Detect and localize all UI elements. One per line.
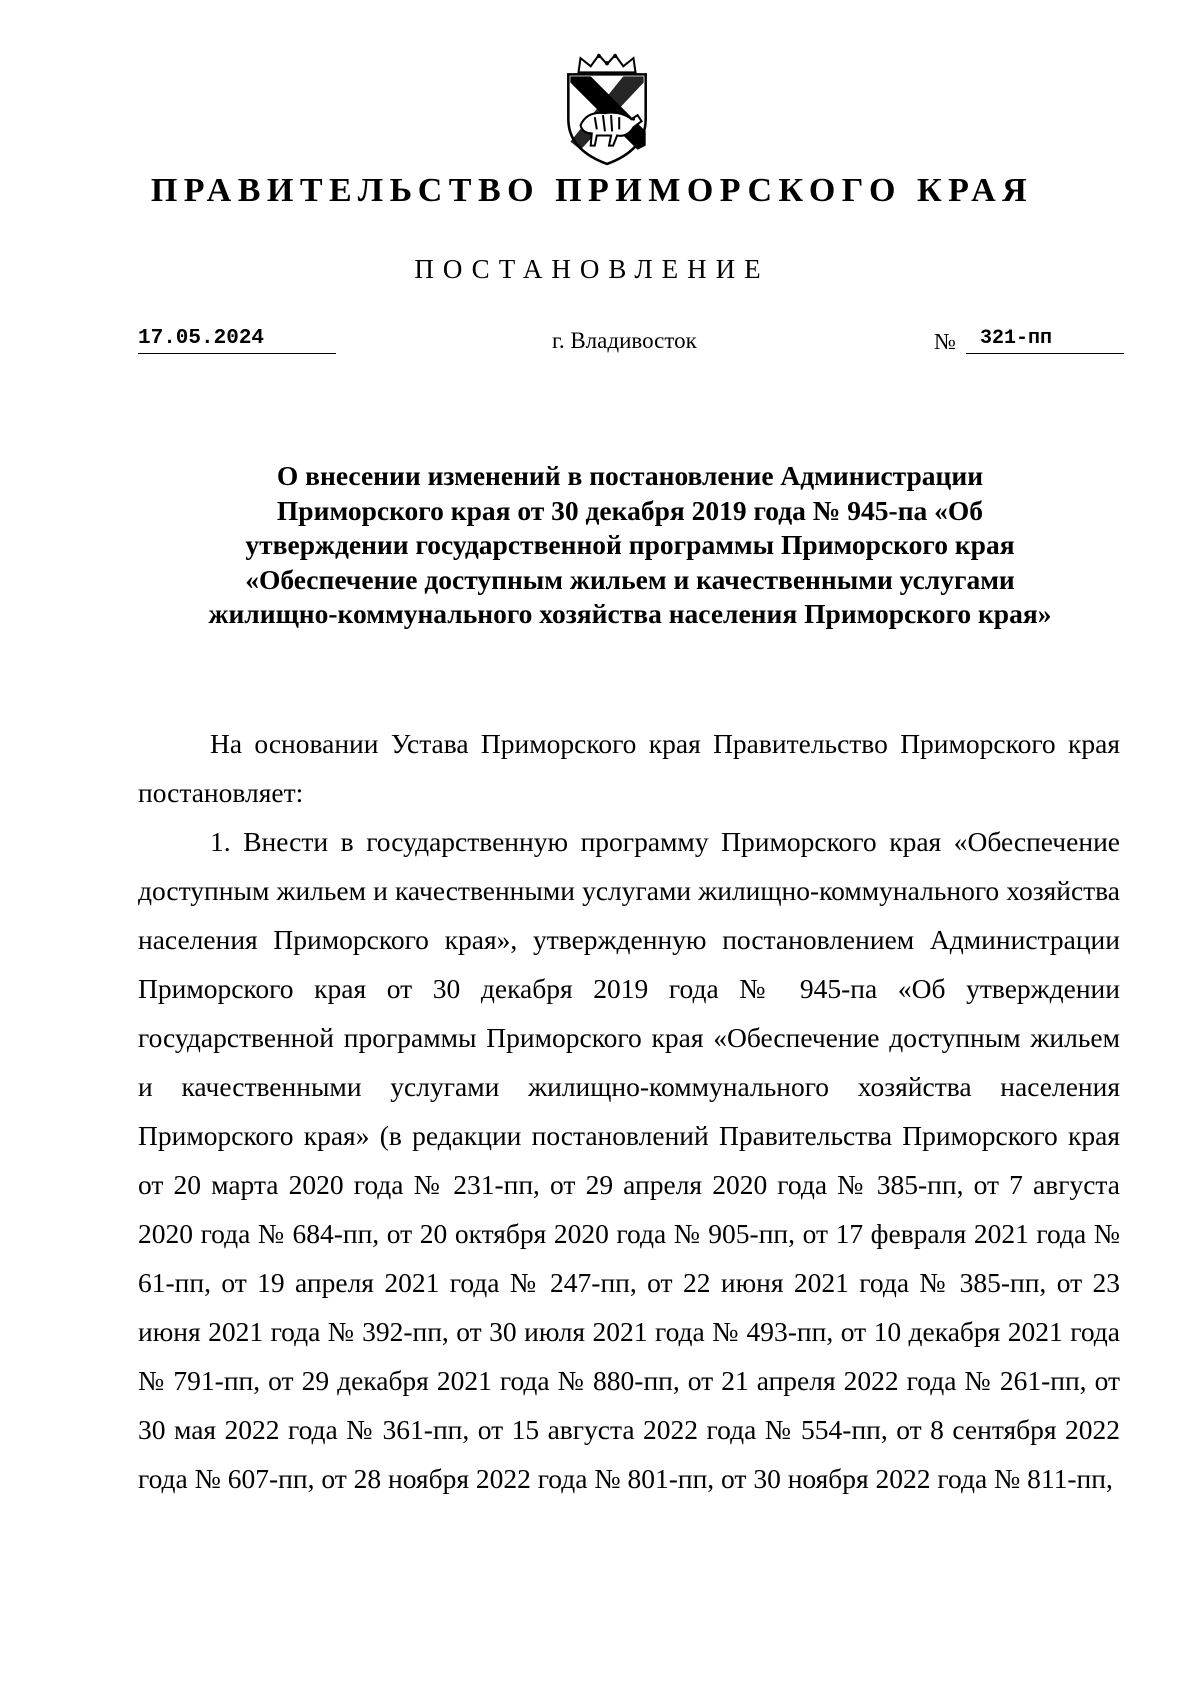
document-city: г. Владивосток — [552, 328, 697, 353]
government-title: ПРАВИТЕЛЬСТВО ПРИМОРСКОГО КРАЯ — [150, 172, 1034, 209]
document-body — [138, 719, 1120, 1503]
body-paragraph-item-1: 1. Внести в государственную программу Приморского края «Обеспечение доступным жильем и качественными услугами жилищно-коммунального хозяйства населения Приморского края», утвержденную постановлением Администрации Приморского края от 30 декабря 2019 года № 945-па «Об утверждении государственной программы Приморского края «Обеспечение доступным жильем и качественными услугами жилищно-коммунального хозяйства населения Приморского края» (в редакции постановлений Правительства Приморского края от 20 марта 2020 года № 231-пп, от 29 апреля 2020 года № 385-пп, от 7 августа 2020 года № 684-пп, от 20 октября 2020 года № 905-пп, от 17 февраля 2021 года № 61-пп, от 19 апреля 2021 года № 247-пп, от 22 июня 2021 года № 385-пп, от 23 июня 2021 года № 392-пп, от 30 июля 2021 года № 493-пп, от 10 декабря 2021 года № 791-пп, от 29 декабря 2021 года № 880-пп, от 21 апреля 2022 года № 261-пп, от 30 мая 2022 года № 361-пп, от 15 августа 2022 года № 554-пп, от 8 сентября 2022 года № 607-пп, от 28 ноября 2022 года № 801-пп, от 30 ноября 2022 года № 811-пп, — [138, 826, 1120, 1494]
document-number — [934, 327, 1124, 354]
document-subject: О внесении изменений в постановление Администрации Приморского края от 30 декабря 2019 года № 945-па «Об утверждении государственной программы Приморского края «Обеспечение доступным жильем и качественными услугами жилищно-коммунального хозяйства населения Приморского края» — [208, 460, 1052, 629]
coat-of-arms-icon — [556, 52, 658, 166]
number-value: 321-пп — [966, 327, 1124, 354]
document-type: ПОСТАНОВЛЕНИЕ — [414, 254, 770, 284]
number-label: № — [934, 329, 956, 354]
body-paragraph-basis: На основании Устава Приморского края Правительство Приморского края постановляет: — [138, 728, 1120, 808]
document-date: 17.05.2024 — [138, 327, 336, 354]
